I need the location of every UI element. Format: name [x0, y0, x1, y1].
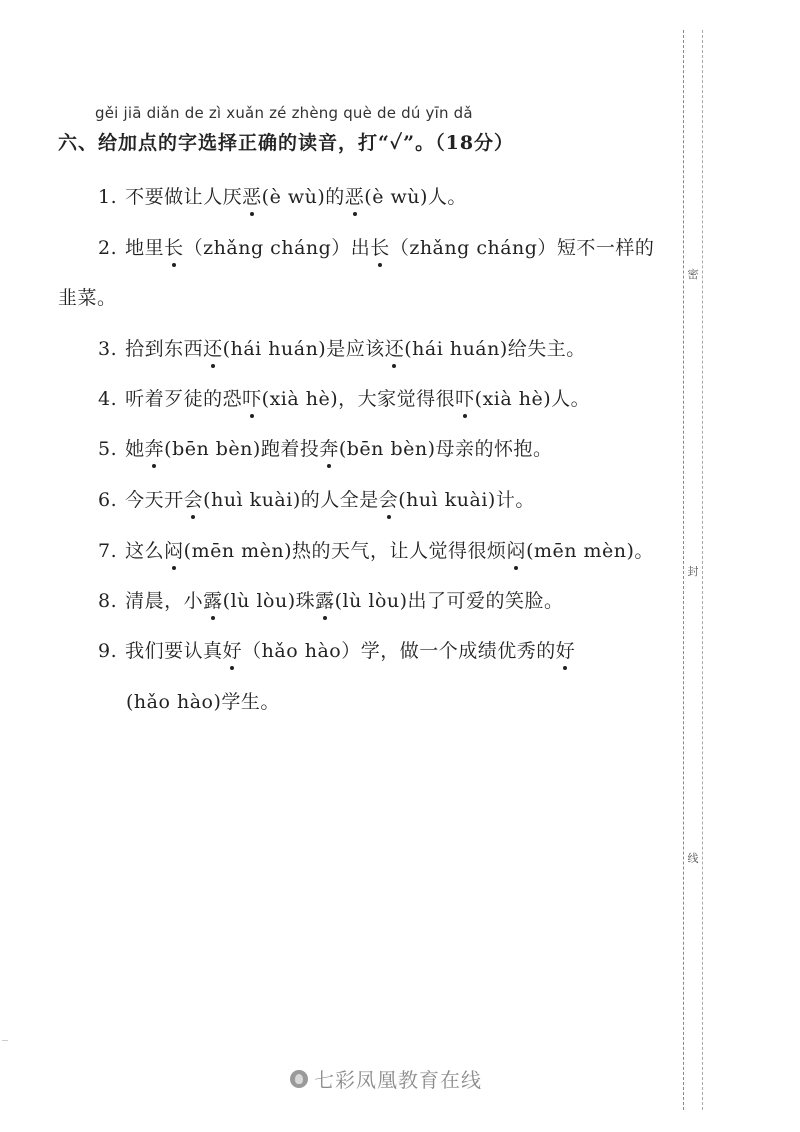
- question-item: [98, 536, 654, 563]
- dotted-character: 露: [203, 586, 223, 613]
- question-item: [98, 485, 535, 512]
- question-continuation: (hǎo hào)学生。: [126, 691, 280, 713]
- dotted-character: 吓: [455, 384, 475, 411]
- dotted-character: 还: [203, 334, 223, 361]
- question-text: 不要做让人厌: [125, 186, 243, 208]
- question-number: 5.: [98, 438, 118, 460]
- dotted-character: 长: [370, 233, 390, 260]
- question-number: 7.: [98, 540, 118, 562]
- question-number: 2.: [98, 237, 118, 259]
- dotted-character: 会: [184, 485, 204, 512]
- question-text: 我们要认真: [125, 640, 223, 662]
- binding-char-mi: 密: [687, 268, 699, 281]
- watermark-text: 七彩凤凰教育在线: [314, 1068, 482, 1092]
- dotted-character: 露: [315, 586, 335, 613]
- binding-char-feng: 封: [687, 565, 699, 578]
- dotted-character: 恶: [242, 182, 262, 209]
- dotted-character: 吓: [242, 384, 262, 411]
- question-item: [98, 586, 564, 613]
- question-text: 这么: [125, 540, 165, 562]
- question-text: (mēn mèn)。: [526, 540, 654, 562]
- question-text: (bēn bèn)跑着投: [164, 438, 320, 460]
- question-text: 地里: [125, 237, 165, 259]
- question-item: [98, 334, 586, 361]
- question-text: 今天开: [125, 489, 184, 511]
- dotted-character: 会: [379, 485, 399, 512]
- phoenix-logo-icon: [290, 1070, 308, 1088]
- dotted-character: 奔: [319, 434, 339, 461]
- binding-line-inner: [702, 30, 703, 1110]
- binding-char-xian: 线: [687, 852, 699, 865]
- question-item: [98, 434, 553, 461]
- question-text: 拾到东西: [125, 338, 204, 360]
- dotted-character: 奔: [145, 434, 165, 461]
- question-number: 8.: [98, 590, 118, 612]
- question-item: [98, 182, 467, 209]
- section-pinyin: gěi jiā diǎn de zì xuǎn zé zhèng què de dú yīn dǎ: [95, 104, 473, 122]
- question-item: [98, 384, 590, 411]
- question-text: (è wù)人。: [364, 186, 467, 208]
- question-continuation: 韭菜。: [58, 287, 117, 309]
- margin-tick: [2, 1040, 8, 1041]
- section-title: 六、给加点的字选择正确的读音，打“✓”。（18分）: [58, 132, 515, 154]
- question-text: (huì kuài)的人全是: [203, 489, 379, 511]
- question-text: （hǎo hào）学，做一个成绩优秀的: [242, 640, 556, 662]
- question-number: 6.: [98, 489, 118, 511]
- question-text: (mēn mèn)热的天气，让人觉得很烦: [183, 540, 507, 562]
- question-item: [98, 233, 654, 260]
- question-text: (hái huán)给失主。: [404, 338, 586, 360]
- footer-watermark: [290, 1064, 482, 1093]
- question-text: （zhǎng cháng）出: [183, 237, 371, 259]
- binding-line-outer: [683, 30, 684, 1110]
- question-text: 听着歹徒的恐: [125, 388, 243, 410]
- question-text: (è wù)的: [261, 186, 345, 208]
- question-text: (bēn bèn)母亲的怀抱。: [338, 438, 553, 460]
- question-text: (xià hè)人。: [474, 388, 591, 410]
- question-text: (huì kuài)计。: [398, 489, 535, 511]
- dotted-character: 恶: [345, 182, 365, 209]
- question-text: 清晨，小: [125, 590, 204, 612]
- dotted-character: 还: [385, 334, 405, 361]
- question-number: 1.: [98, 186, 118, 208]
- question-text: (hái huán)是应该: [222, 338, 385, 360]
- question-text: (xià hè)，大家觉得很: [261, 388, 456, 410]
- dotted-character: 长: [164, 233, 184, 260]
- dotted-character: 闷: [164, 536, 184, 563]
- dotted-character: 闷: [507, 536, 527, 563]
- dotted-character: 好: [556, 636, 576, 663]
- question-number: 4.: [98, 388, 118, 410]
- question-text: (lù lòu)珠: [222, 590, 316, 612]
- question-number: 3.: [98, 338, 118, 360]
- question-text: 她: [125, 438, 145, 460]
- question-number: 9.: [98, 640, 118, 662]
- dotted-character: 好: [223, 636, 243, 663]
- question-item: [98, 636, 575, 663]
- question-text: （zhǎng cháng）短不一样的: [389, 237, 655, 259]
- question-text: (lù lòu)出了可爱的笑脸。: [334, 590, 564, 612]
